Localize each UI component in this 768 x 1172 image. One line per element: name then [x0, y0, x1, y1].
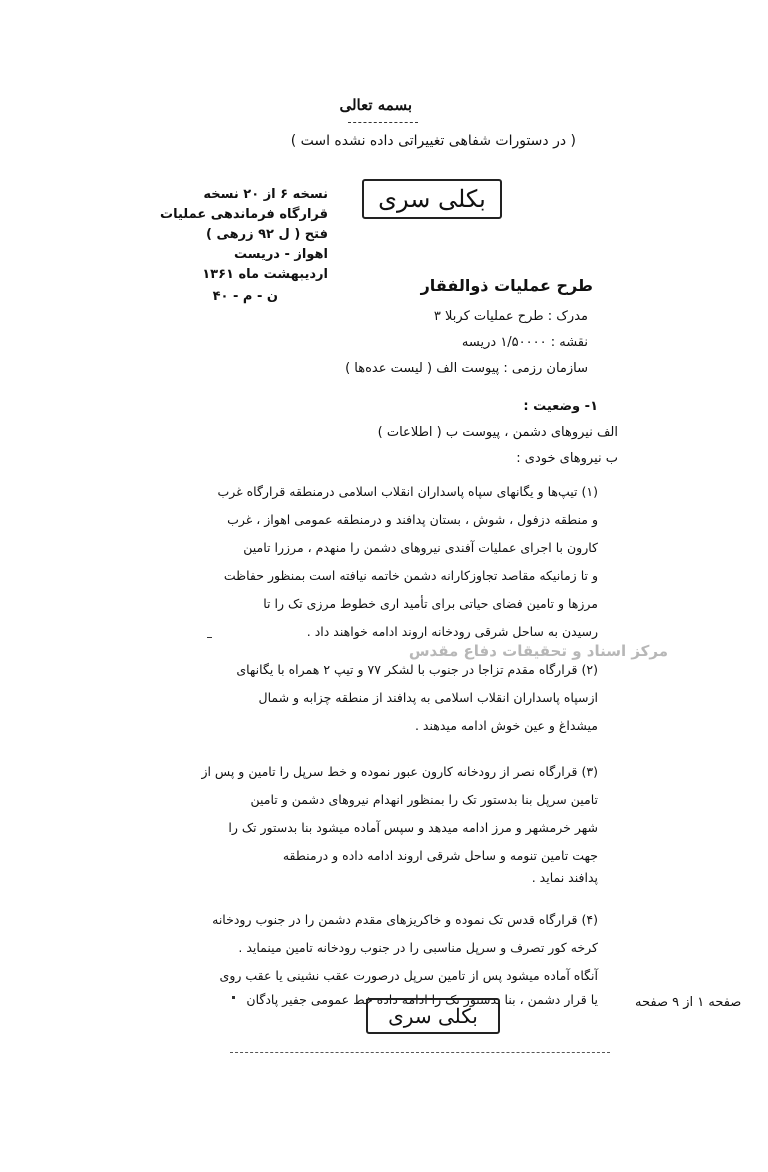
body-line: مرزها و تامین فضای حیاتی برای تأمید اری خطوط مرزی تک را تا: [263, 596, 598, 611]
body-line: کرخه کور تصرف و سرپل مناسبی را در جنوب رودخانه تامین مینماید .: [238, 940, 598, 955]
copy-info-line: اردیبهشت ماه ۱۳۶۱: [202, 267, 328, 282]
plan-title: طرح عملیات ذوالفقار: [420, 276, 593, 295]
body-line: کارون با اجرای عملیات آفندی نیروهای دشمن را منهدم ، مرزرا تامین: [243, 540, 598, 555]
body-line: تامین سرپل بنا بدستور تک را بمنظور انهدام نیروهای دشمن و تامین: [250, 792, 598, 807]
scan-speck: [232, 996, 235, 999]
section-heading: ۱- وضعیت :: [523, 399, 598, 414]
body-line: (۱) تیپ‌ها و یگانهای سپاه پاسداران انقلاب اسلامی درمنطقه قرارگاه غرب: [217, 484, 598, 499]
body-line: جهت تامین تنومه و ساحل شرقی اروند ادامه داده و درمنطقه: [282, 848, 598, 863]
copy-info-line: قرارگاه فرماندهی عملیات: [160, 207, 328, 222]
copy-info-line: ن - م - ۴۰: [212, 289, 278, 304]
body-line: آنگاه آماده میشود پس از تامین سرپل درصورت عقب نشینی یا عقب روی: [219, 968, 598, 983]
body-line: و تا زمانیکه مقاصد تجاوزکارانه دشمن خاتمه نیافته است بمنظور حفاظت: [223, 568, 598, 583]
top-secret-stamp: بکلی سری: [362, 179, 502, 219]
copy-info-line: نسخه ۶ از ۲۰ نسخه: [203, 187, 328, 202]
body-line: میشداغ و عین خوش ادامه میدهند .: [414, 718, 598, 733]
body-line: شهر خرمشهر و مرز ادامه میدهد و سپس آماده میشود بنا بدستور تک را: [228, 820, 598, 835]
page-number: صفحه ۱ از ۹ صفحه: [635, 995, 742, 1010]
footer-rule: [230, 1052, 610, 1053]
friendly-forces-line: ب نیروهای خودی :: [516, 451, 618, 466]
body-line: (۴) قرارگاه قدس تک نموده و خاکریزهای مقدم دشمن را در جنوب رودخانه: [212, 912, 598, 927]
body-line: ازسپاه پاسداران انقلاب اسلامی به پدافند از منطقه چزابه و شمال: [258, 690, 598, 705]
body-line: (۳) قرارگاه نصر از رودخانه کارون عبور نموده و خط سرپل را تامین و پس از: [201, 764, 598, 779]
oral-orders-note: ( در دستورات شفاهی تغییراتی داده نشده است ): [290, 133, 576, 149]
copy-info-line: فتح ( ل ۹۲ زرهی ): [205, 227, 328, 242]
enemy-forces-line: الف نیروهای دشمن ، پیوست ب ( اطلاعات ): [377, 425, 618, 440]
body-line: (۲) قرارگاه مقدم تزاجا در جنوب با لشکر ۷۷ و تیپ ۲ همراه با یگانهای: [236, 662, 598, 677]
body-line: پدافند نماید .: [531, 870, 598, 885]
bottom-secret-stamp: بکلی سری: [366, 998, 500, 1034]
body-line: رسیدن به ساحل شرقی رودخانه اروند ادامه خواهند داد .: [306, 624, 598, 639]
body-line: و منطقه دزفول ، شوش ، بستان پدافند و درمنطقه عمومی اهواز ، غرب: [227, 512, 598, 527]
basmala: بسمه تعالی: [339, 96, 412, 114]
basmala-underline: [348, 122, 418, 123]
copy-info-line: اهواز - دریست: [233, 247, 328, 262]
plan-task-organization: سازمان رزمی : پیوست الف ( لیست عده‌ها ): [345, 361, 588, 376]
body-line: یا قرار دشمن ، بنا بدستور تک را ادامه داده خط عمومی جفیر پادگان: [246, 992, 598, 1007]
plan-reference: مدرک : طرح عملیات کربلا ۳: [433, 309, 588, 324]
scan-speck: [207, 637, 212, 638]
archive-watermark: مرکز اسناد و تحقیقات دفاع مقدس: [408, 642, 668, 660]
plan-map: نقشه : ۱/۵۰۰۰۰ دریسه: [461, 335, 588, 350]
